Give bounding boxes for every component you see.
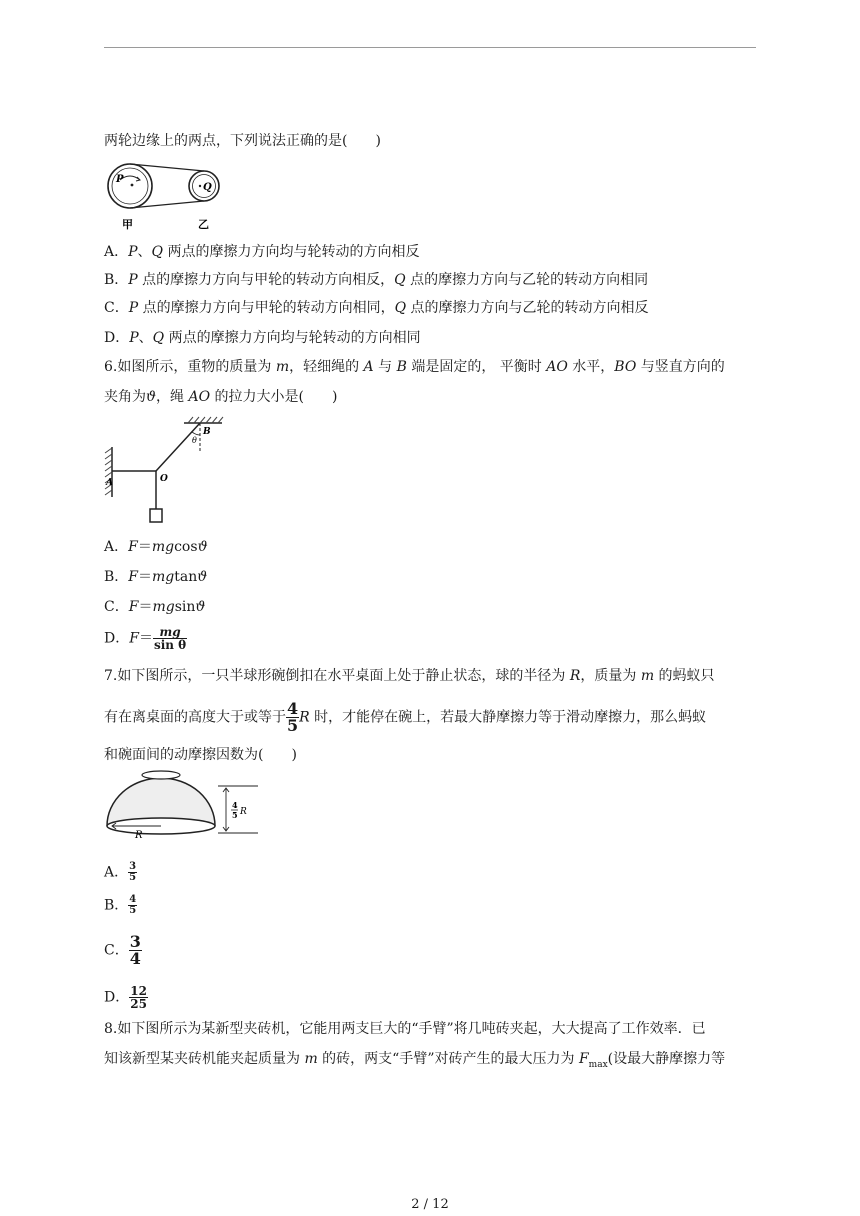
q8-stem-line1: 8.如下图所示为某新型夹砖机，它能用两支巨大的“手臂”将几吨砖夹起，大大提高了工作效率．已 [104,1021,706,1037]
pulley-label-q: Q [203,182,212,193]
bowl-radius-label: R [135,830,143,840]
q7-option-d-fraction: $\frac{12}{25}$ [130,984,147,1011]
q7-option-a-fraction: $\frac{3}{5}$ [129,861,137,883]
pulley-label-p: P [116,174,124,185]
q7-option-b: B． $\frac{4}{5}$ [104,894,137,916]
q6-option-c: C．F＝mgsinϑ [104,599,206,615]
q6-option-d-fraction: $\frac{mg}{\text{sin θ}}$ [153,625,187,652]
rope-label-b: B [203,427,211,437]
q5-option-a: A．P、Q 两点的摩擦力方向均与轮转动的方向相反 [104,244,420,260]
header-rule [104,47,756,48]
pulley-label-left: 甲 [122,218,133,231]
q7-option-c-fraction: $\frac{3}{4}$ [129,932,141,968]
q7-stem-line2: 有在离桌面的高度大于或等于 $\frac{4}{5}$ R 时，才能停在碗上，若最大静摩擦力等于滑动摩擦力，那么蚂蚁 [104,699,707,735]
q8-stem-line2: 知该新型某夹砖机能夹起质量为 m 的砖，两支“手臂”对砖产生的最大压力为 $F_{max}$(设最大静摩擦力等 [104,1051,726,1070]
q7-stem-line3: 和碗面间的动摩擦因数为( ) [104,747,297,763]
bowl-height-num: 4 [232,800,238,810]
q7-stem-fraction: $\frac{4}{5}$ [287,699,299,735]
q7-option-b-fraction: $\frac{4}{5}$ [129,894,137,916]
q5-option-b: B．P 点的摩擦力方向与甲轮的转动方向相反，Q 点的摩擦力方向与乙轮的转动方向相同 [104,272,649,288]
rope-label-a: A [106,478,113,488]
q7-option-a: A． $\frac{3}{5}$ [104,861,137,883]
q6-stem-line2: 夹角为ϑ，绳 AO 的拉力大小是( ) [104,389,338,405]
q5-option-c: C．P 点的摩擦力方向与甲轮的转动方向相同，Q 点的摩擦力方向与乙轮的转动方向相反 [104,300,649,316]
bowl-height-den: 5 [232,810,238,820]
q7-option-d: D． $\frac{12}{25}$ [104,984,147,1011]
rope-label-theta: θ [192,436,197,445]
q5-stem-tail: 两轮边缘上的两点，下列说法正确的是( ) [104,133,381,149]
q5-pulley-figure [104,160,228,232]
q7-stem-line1: 7.如下图所示，一只半球形碗倒扣在水平桌面上处于静止状态，球的半径为 R，质量为 m 的蚂蚁只 [104,668,715,684]
q6-option-b: B．F＝mgtanϑ [104,569,208,585]
bowl-height-r: R [240,807,247,817]
rope-label-o: O [160,474,168,484]
page-number: 2 / 12 [411,1197,449,1212]
q7-bowl-figure [102,770,268,840]
pulley-label-right: 乙 [198,218,209,231]
q6-option-d: D．F＝ $\frac{mg}{\text{sin θ}}$ [104,625,187,652]
q6-option-a: A．F＝mgcosϑ [104,539,208,555]
q7-option-c: C． $\frac{3}{4}$ [104,932,141,968]
q5-option-d: D．P、Q 两点的摩擦力方向均与轮转动的方向相同 [104,330,421,346]
q6-stem-line1: 6.如图所示，重物的质量为 m，轻细绳的 A 与 B 端是固定的， 平衡时 AO 水平，BO 与竖直方向的 [104,359,725,375]
q6-rope-figure [100,413,226,527]
